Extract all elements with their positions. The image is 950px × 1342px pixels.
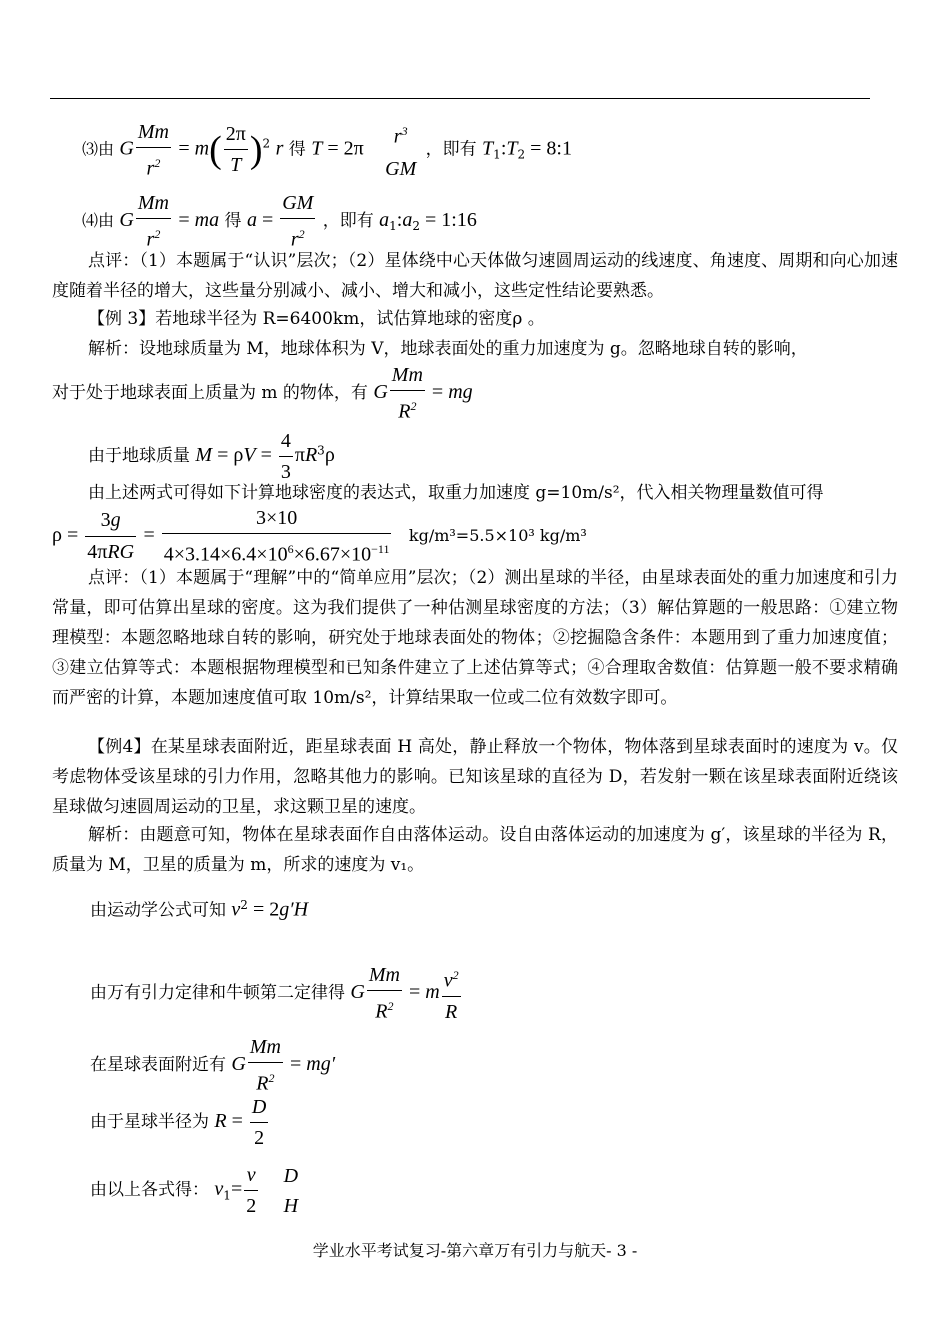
example-4-heading: 【例4】在某星球表面附近，距星球表面 H 高处，静止释放一个物体，物体落到星球表面时的速度为 v。仅考虑物体受该星球的引力作用，忽略其他力的影响。已知该星球的直径为 D，若发射一颗在该星球表面附近绕该星球做匀速圆周运动的卫星，求这颗卫星的速度。	[52, 737, 898, 817]
example-3-density-eq: ρ = $\frac{3g}{\text{4πRG}}$ = $\frac{3\times 10}{4\times 3.14\times 6.4\times 10^6\times 6.67\times 10^{-11}}$ kg/m³=5.5×10³ kg/m³	[52, 507, 587, 566]
example-4-analysis: 解析：由题意可知，物体在星球表面作自由落体运动。设自由落体运动的加速度为 g′，该星球的半径为 R，质量为 M，卫星的质量为 m，所求的速度为 v₁。	[52, 825, 898, 875]
example-3-gravity-eq: 对于处于地球表面上质量为 m 的物体，有 G $\frac{Mm}{R^2}$ = mg	[52, 364, 473, 423]
example-3-mass-eq: 由于地球质量 M = ρV = $\frac{4}{3}$ $\pi R^3\rho$	[88, 430, 335, 483]
example-4-surface-eq: 在星球表面附近有 G $\frac{Mm}{R^2}$ = mg′	[90, 1036, 336, 1095]
example-4-radius-eq: 由于星球半径为 R = $\frac{D}{2}$	[90, 1096, 267, 1149]
header-rule	[50, 98, 870, 99]
example-4-newton-eq: 由万有引力定律和牛顿第二定律得 G $\frac{Mm}{R^2}$ = m $\frac{v^2}{R}$	[90, 964, 459, 1023]
example-4-result-eq: 由以上各式得： $v_1=$ $\frac{v}{2}$ D H	[90, 1164, 299, 1217]
comment-1: 点评：（1）本题属于“认识”层次；（2）星体绕中心天体做匀速圆周运动的线速度、角速度、周期和向心加速度随着半径的增大，这些量分别减小、减小、增大和减小，这些定性结论要熟悉。	[52, 251, 898, 301]
page-footer: 学业水平考试复习-第六章万有引力与航天- 3 -	[312, 1241, 638, 1260]
example-3-comment: 点评：（1）本题属于“理解”中的“简单应用”层次；（2）测出星球的半径，由星球表面处的重力加速度和引力常量，即可估算出星球的密度。这为我们提供了一种估测星球密度的方法；（3）解估算题的一般思路：①建立物理模型：本题忽略地球自转的影响，研究处于地球表面处的物体；②挖掘隐含条件：本题用到了重力加速度值；③建立估算等式：本题根据物理模型和已知条件建立了上述估算等式；④合理取舍数值：估算题一般不要求精确而严密的计算，本题加速度值可取 10m/s²，计算结果取一位或二位有效数字即可。	[52, 568, 898, 708]
formula-line-4: ⑷由 G $\frac{Mm}{r^2}$ = ma 得 a = $\frac{GM}{r^2}$ ，即有 $a_1:a_2$ = 1:16	[82, 192, 477, 251]
example-3-analysis: 解析：设地球质量为 M，地球体积为 V，地球表面处的重力加速度为 g。忽略地球自转的影响，	[88, 339, 808, 359]
example-4-kinematics-eq: 由运动学公式可知 $v^2 = 2g'H$	[90, 898, 309, 921]
formula-line-3: ⑶由 G $\frac{Mm}{r^2}$ = m( $\frac{2\pi}{T}$ )$^2$ r 得 T = 2π $r^3$ GM ，即有 $T_1:T_2$ = 8:1	[82, 120, 572, 180]
example-3-heading: 【例 3】若地球半径为 R=6400km，试估算地球的密度ρ 。	[88, 309, 545, 329]
example-3-derivation: 由上述两式可得如下计算地球密度的表达式，取重力加速度 g=10m/s²，代入相关物理量数值可得	[88, 483, 824, 503]
